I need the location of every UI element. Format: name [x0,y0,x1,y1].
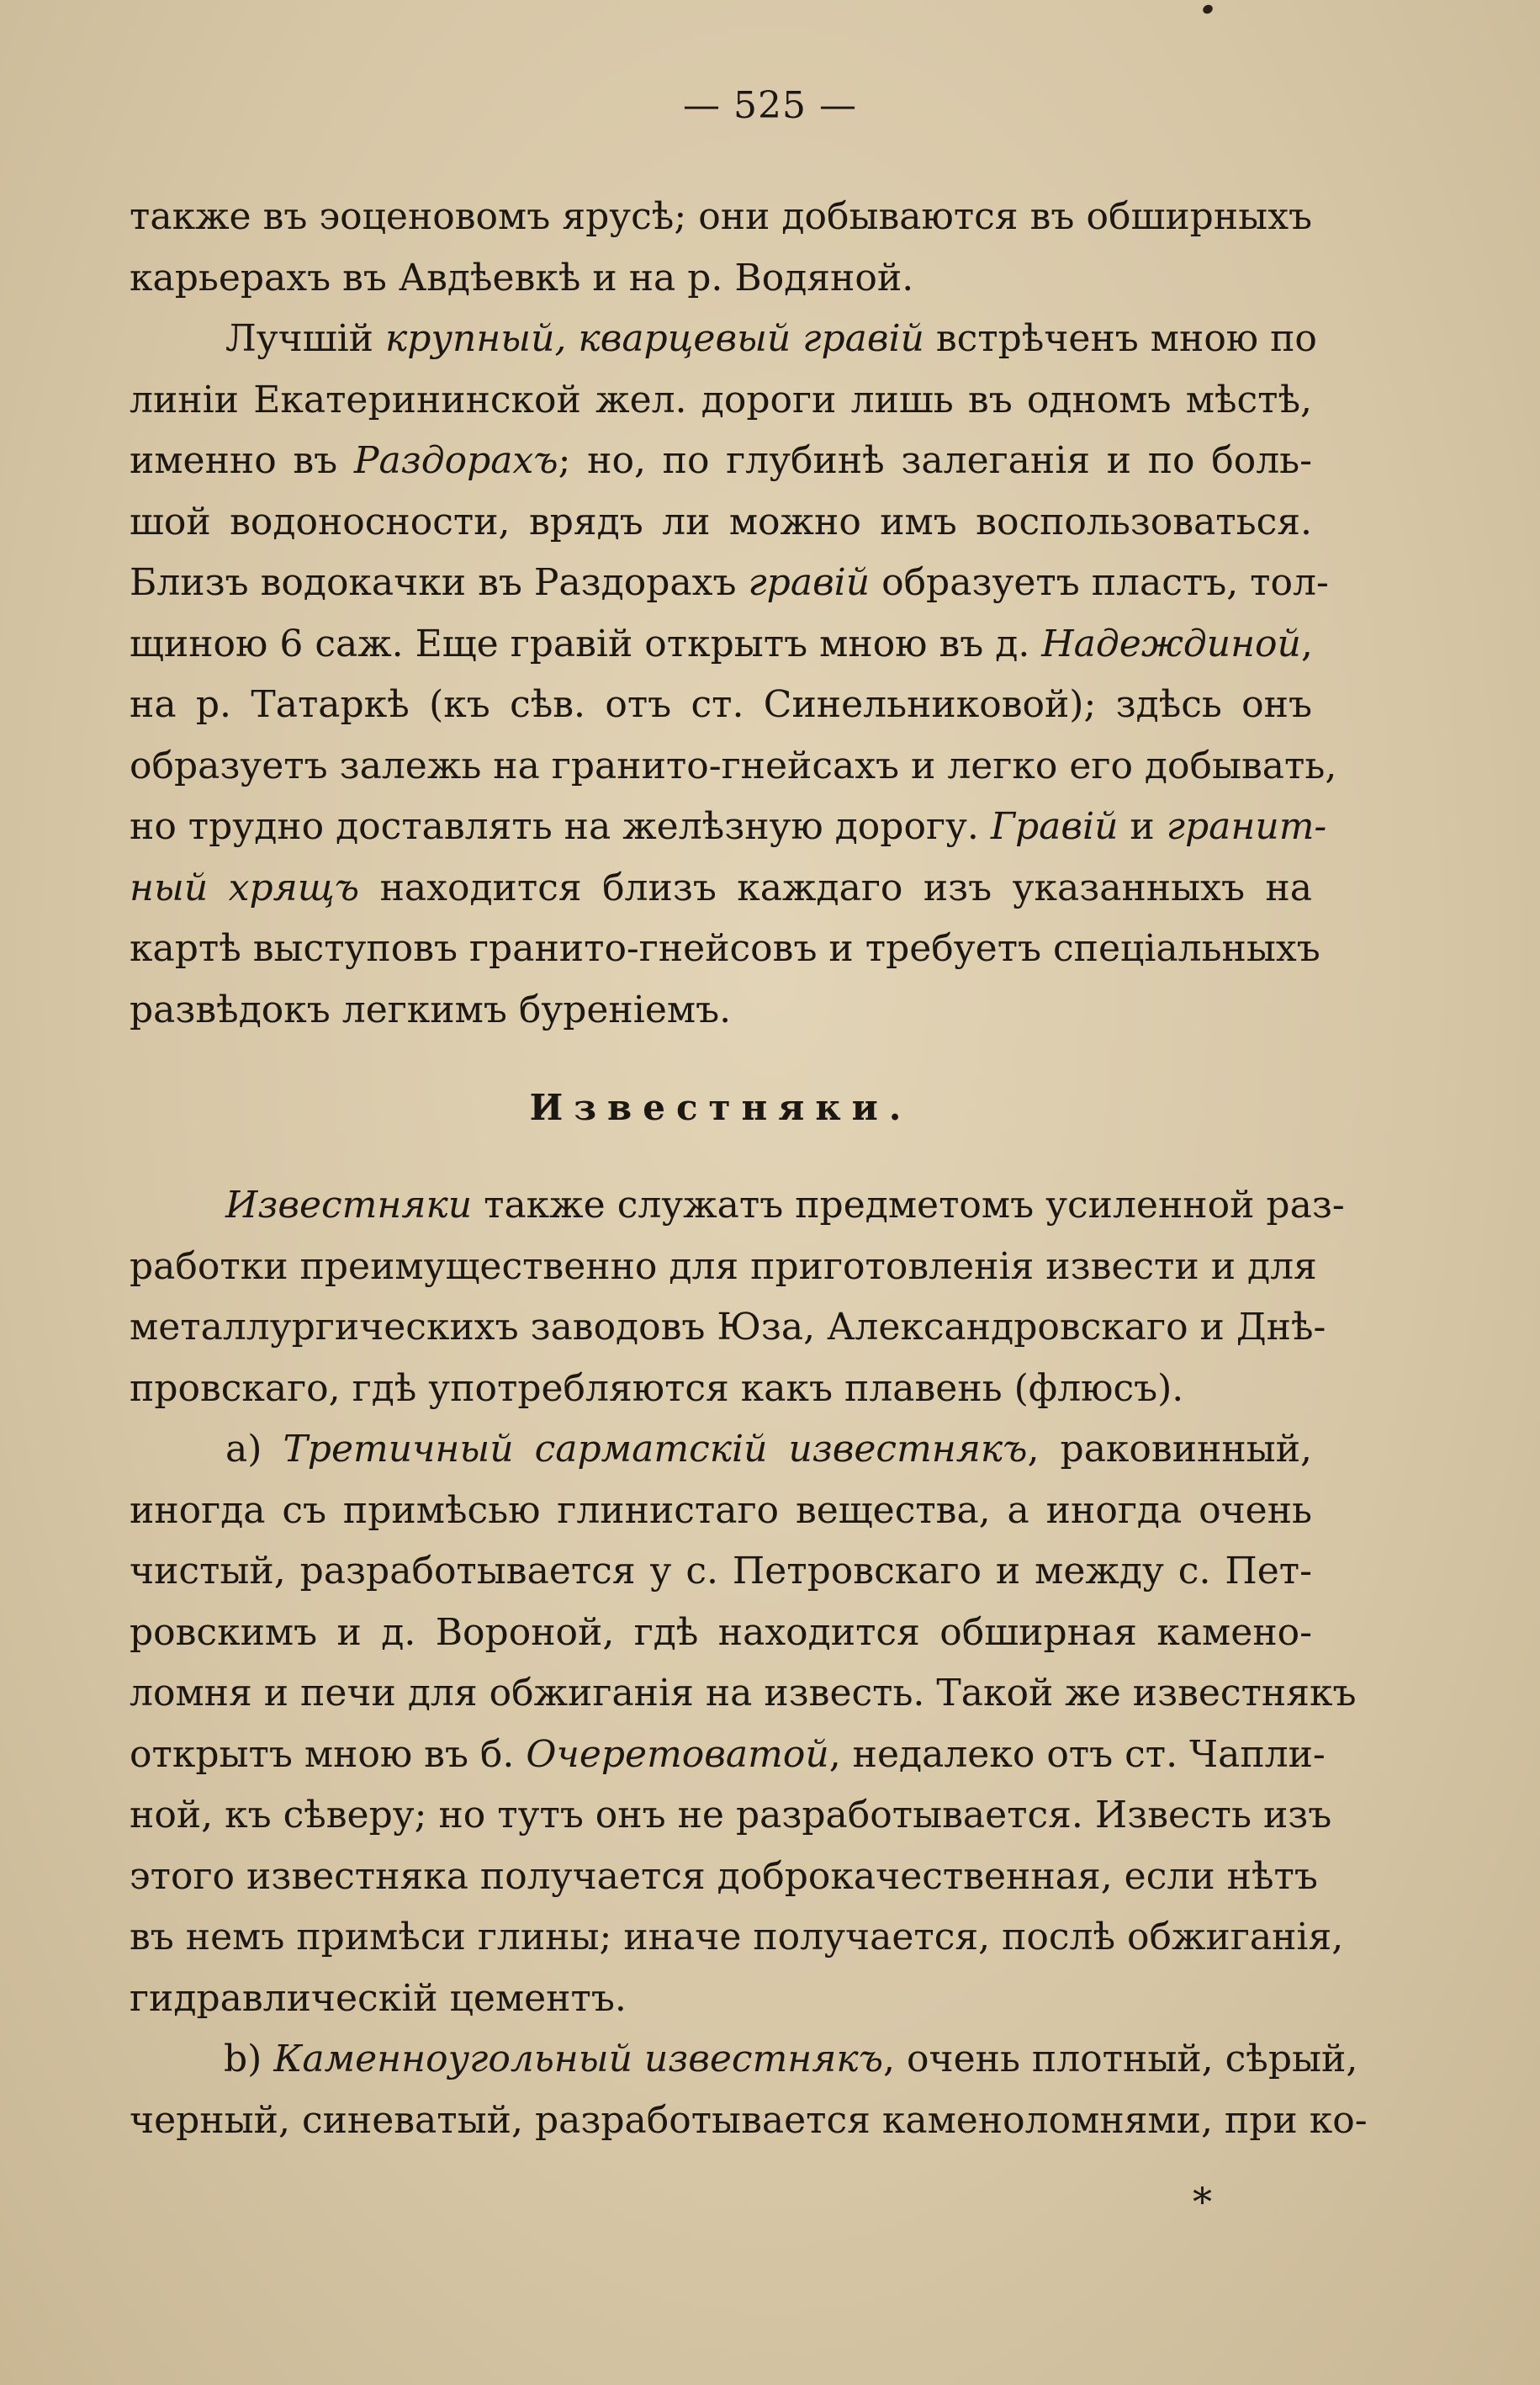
text-line: карьерахъ въ Авдѣевкѣ и на р. Водяной. [130,256,914,299]
italic-run: гравій [748,561,871,604]
text-line [130,2029,1358,2091]
text-line [130,797,1327,858]
text-run: , очень плотный, сѣрый, [883,2038,1358,2080]
text-line: иногда съ примѣсью глинистаго вещества, а иногда очень [130,1488,1312,1532]
text-run: Лучшій [225,317,385,360]
text-line [130,431,1312,492]
text-line: также въ эоценовомъ ярусѣ; они добываются въ обширныхъ [130,195,1312,238]
text-run: , недалеко отъ ст. Чапли- [828,1732,1326,1776]
italic-run: Известняки [225,1184,473,1227]
text-run: Близъ водокачки въ Раздорахъ [130,561,749,604]
text-line: черный, синеватый, разработывается каменоломнями, при ко- [130,2098,1368,2142]
ink-speck [1201,3,1214,16]
italic-run: Каменноугольный известнякъ [273,2038,884,2080]
italic-run: Гравій [990,805,1119,848]
text-line: работки преимущественно для приготовленія извести и для [130,1244,1317,1288]
italic-run: гранит- [1166,805,1327,848]
text-run: также служатъ предметомъ усиленной раз- [472,1184,1345,1227]
text-line [130,309,1317,370]
text-line: чистый, разработывается у с. Петровскаго и между с. Пет- [130,1550,1312,1593]
text-line: этого известняка получается доброкачественная, если нѣтъ [130,1854,1318,1898]
section-heading: Известняки. [529,1087,913,1128]
page-number: — 525 — [683,84,857,127]
text-line: шой водоносности, врядъ ли можно имъ воспользоваться. [130,500,1312,543]
text-line: на р. Татаркѣ (къ сѣв. отъ ст. Синельниковой); здѣсь онъ [130,683,1312,726]
text-run: но трудно доставлять на желѣзную дорогу. [130,805,991,848]
text-run: , [1300,622,1313,665]
text-line: ровскимъ и д. Вороной, гдѣ находится обширная камено- [130,1610,1312,1654]
italic-run: Очеретоватой [526,1732,829,1776]
text-line: гидравлическій цементъ. [130,1976,627,2020]
text-line: образуетъ залежь на гранито-гнейсахъ и легко его добывать, [130,744,1337,787]
text-run: ; но, по глубинѣ залеганія и по боль- [558,439,1312,482]
text-run: образуетъ пластъ, тол- [870,561,1329,604]
page-body [130,187,1368,2151]
italic-run: крупный, кварцевый гравій [385,317,924,360]
text-run: и [1118,805,1167,848]
text-run: a) [225,1428,283,1471]
text-line: провскаго, гдѣ употребляются какъ плавень (флюсъ). [130,1366,1184,1410]
text-line [130,1175,1345,1237]
text-line [130,1419,1312,1481]
text-run: именно въ [130,439,354,482]
text-run: щиною 6 саж. Еще гравій открытъ мною въ д. [130,622,1042,665]
text-line: металлургическихъ заводовъ Юза, Александровскаго и Днѣ- [130,1306,1326,1349]
text-line: развѣдокъ легкимъ буреніемъ. [130,988,732,1031]
text-line [130,614,1312,676]
italic-run: ный хрящъ [130,866,360,909]
italic-run: Раздорахъ [353,439,558,482]
text-run: встрѣченъ мною по [923,317,1317,360]
text-run: открытъ мною въ б. [130,1732,527,1776]
text-run: , раковинный, [1027,1428,1313,1471]
text-line [130,553,1329,614]
text-line [130,1725,1326,1786]
text-line: ной, къ сѣверу; но тутъ онъ не разработывается. Известь изъ [130,1794,1332,1836]
italic-run: Третичный сарматскій известнякъ [283,1428,1028,1471]
text-run: находится близъ каждаго изъ указанныхъ на [359,866,1312,909]
italic-run: Надеждиной [1041,622,1301,665]
text-run: b) [224,2038,274,2080]
text-line [130,858,1312,920]
text-line: картѣ выступовъ гранито-гнейсовъ и требуетъ спеціальныхъ [130,927,1320,970]
text-line: въ немъ примѣси глины; иначе получается, послѣ обжиганія, [130,1916,1344,1958]
text-line: ломня и печи для обжиганія на известь. Такой же известнякъ [130,1672,1357,1715]
text-line: линіи Екатерининской жел. дороги лишь въ одномъ мѣстѣ, [130,378,1312,421]
signature-mark: * [1193,2179,1212,2224]
